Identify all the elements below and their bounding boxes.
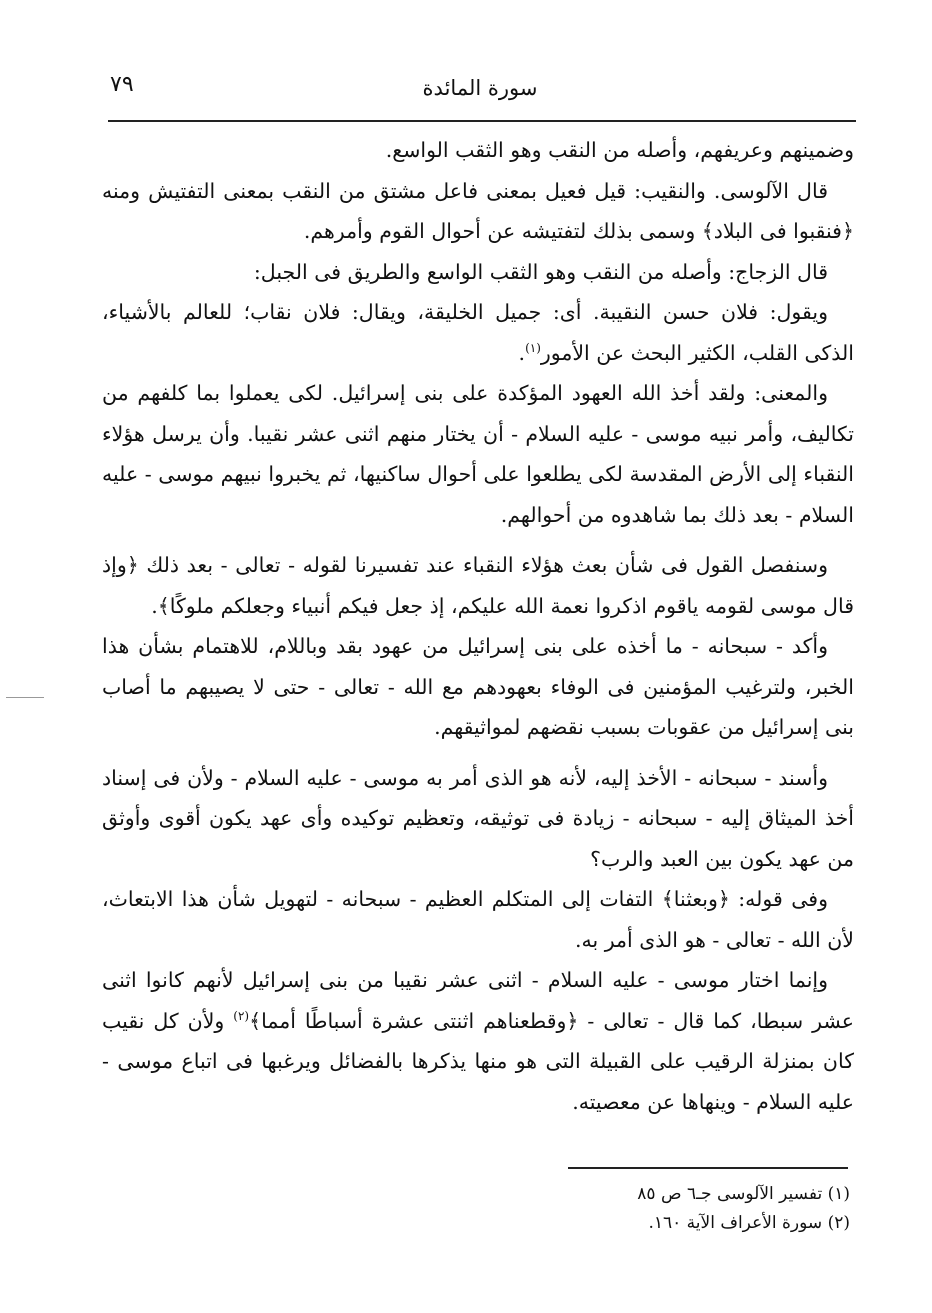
footnote-rule	[568, 1167, 848, 1169]
paragraph: وضمينهم وعريفهم، وأصله من النقب وهو الثقب الواسع.	[385, 138, 854, 162]
paragraph-end: .	[518, 340, 526, 365]
margin-mark	[6, 697, 44, 698]
paragraph: وأسند - سبحانه - الأخذ إليه، لأنه هو الذى أمر به موسى - عليه السلام - ولأن فى إسناد أخذ الميثاق إليه - سبحانه - زيادة فى توثيقه، وتعظيم توكيده وأى عهد يكون أقوى وأوثق من عهد يكون بين العبد والرب؟	[102, 765, 854, 871]
body-text	[102, 130, 854, 1122]
footnote-ref-1: (١)	[525, 340, 541, 355]
footnote-ref-2: (٢)	[233, 1008, 250, 1023]
footnotes	[400, 1180, 850, 1238]
paragraph: قال الآلوسى. والنقيب: قيل فعيل بمعنى فاعل مشتق من النقب بمعنى التفتيش ومنه ﴿فنقبوا فى البلاد﴾ وسمى بذلك لتفتيشه عن أحوال القوم وأمرهم.	[102, 178, 854, 243]
paragraph-text: وإنما اختار موسى - عليه السلام - اثنى عشر نقيبا من بنى إسرائيل لأنهم كانوا اثنى عشر سبطا، كما قال - تعالى - ﴿وقطعناهم اثنتى عشرة أسباطًا أمما﴾	[102, 968, 854, 1033]
page-number: ٧٩	[110, 72, 134, 97]
paragraph: والمعنى: ولقد أخذ الله العهود المؤكدة على بنى إسرائيل. لكى يعملوا بما كلفهم من تكاليف، وأمر نبيه موسى - عليه السلام - أن يختار منهم اثنى عشر نقيبا. وأن يرسل هؤلاء النقباء إلى الأرض المقدسة لكى يطلعوا على أحوال ساكنيها، ثم يخبروا نبيهم موسى - عليه السلام - بعد ذلك بما شاهدوه من أحوالهم.	[102, 381, 854, 527]
paragraph: وأكد - سبحانه - ما أخذه على بنى إسرائيل من عهود بقد وباللام، للاهتمام بشأن هذا الخبر، ولترغيب المؤمنين فى الوفاء بعهودهم مع الله - تعالى - حتى لا يصيبهم ما أصاب بنى إسرائيل من عقوبات بسبب نقضهم لمواثيقهم.	[102, 634, 854, 739]
paragraph: وسنفصل القول فى شأن بعث هؤلاء النقباء عند تفسيرنا لقوله - تعالى - بعد ذلك ﴿وإذ قال موسى لقومه ياقوم اذكروا نعمة الله عليكم، إذ جعل فيكم أنبياء وجعلكم ملوكًا﴾.	[102, 553, 854, 618]
paragraph: قال الزجاج: وأصله من النقب وهو الثقب الواسع والطريق فى الجبل:	[253, 259, 828, 284]
footnote-2: (٢) سورة الأعراف الآية ١٦٠.	[648, 1213, 850, 1233]
page-header	[110, 72, 850, 112]
paragraph-continuation: ولأن كل نقيب كان بمنزلة الرقيب على القبيلة التى هو منها يذكرها بالفضائل ويرغبها فى اتباع موسى - عليه السلام - وينهاها عن معصيته.	[102, 1008, 854, 1114]
paragraph	[102, 960, 854, 1122]
surah-title: سورة المائدة	[422, 76, 538, 100]
header-rule	[108, 120, 856, 122]
paragraph-text: ويقول: فلان حسن النقيبة. أى: جميل الخليقة، ويقال: فلان نقاب؛ للعالم بالأشياء، الذكى القلب، الكثير البحث عن الأمور	[102, 300, 854, 365]
footnote-1: (١) تفسير الآلوسى جـ٦ ص ٨٥	[637, 1184, 850, 1204]
paragraph: وفى قوله: ﴿وبعثنا﴾ التفات إلى المتكلم العظيم - سبحانه - لتهويل شأن هذا الابتعاث، لأن الله - تعالى - هو الذى أمر به.	[102, 887, 854, 952]
paragraph	[102, 292, 854, 373]
